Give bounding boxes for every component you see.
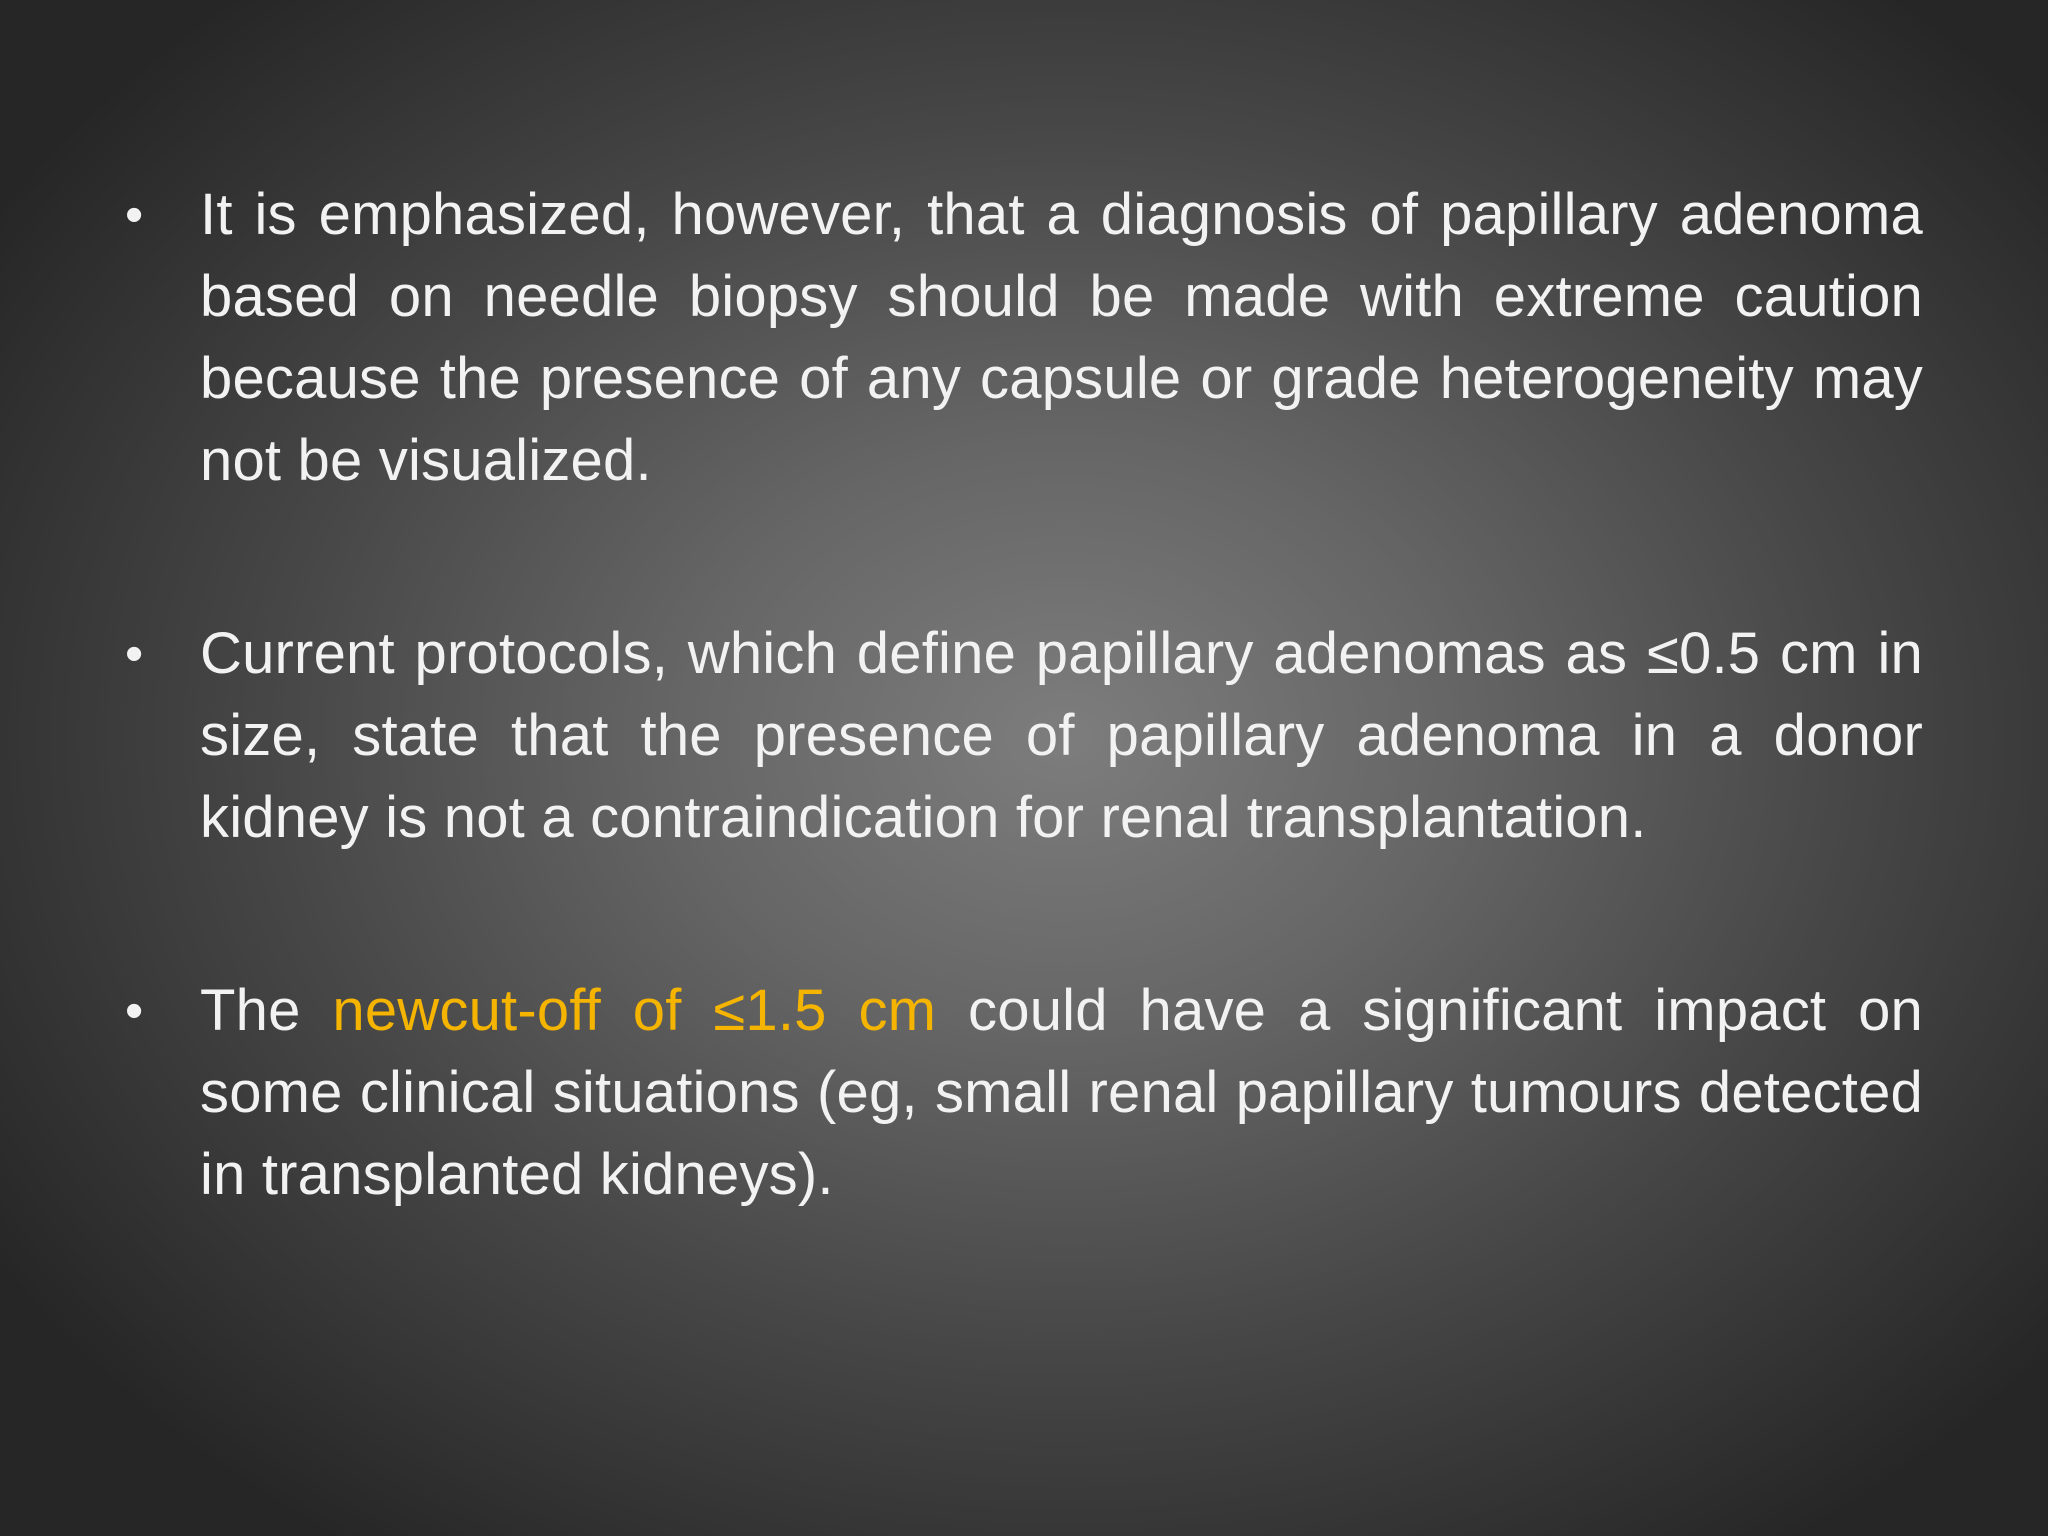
bullet-item-biopsy-caution [125, 174, 1923, 502]
bullet-text-rest: could have a significant impact on some clinical situations (eg, small renal papillary tumours detected in transplanted kidneys). [200, 978, 1924, 1207]
bullet-marker: • [125, 625, 144, 683]
bullet-list [125, 174, 1923, 1216]
bullet-text-lead: The [200, 978, 333, 1043]
bullet-text: It is emphasized, however, that a diagnosis of papillary adenoma based on needle biopsy should be made with extreme caution because the presence of any capsule or grade heterogeneity may not be visualized. [200, 182, 1923, 493]
bullet-text: Current protocols, which define papillary adenomas as ≤0.5 cm in size, state that the presence of papillary adenoma in a donor kidney is not a contraindication for renal transplantation. [200, 621, 1923, 850]
bullet-item-current-protocols [125, 613, 1923, 859]
bullet-marker: • [125, 982, 144, 1040]
highlighted-cutoff-text: newcut-off of ≤1.5 cm [332, 978, 937, 1043]
bullet-text [200, 970, 1923, 1216]
bullet-item-new-cutoff [125, 970, 1923, 1216]
bullet-marker: • [125, 186, 144, 244]
